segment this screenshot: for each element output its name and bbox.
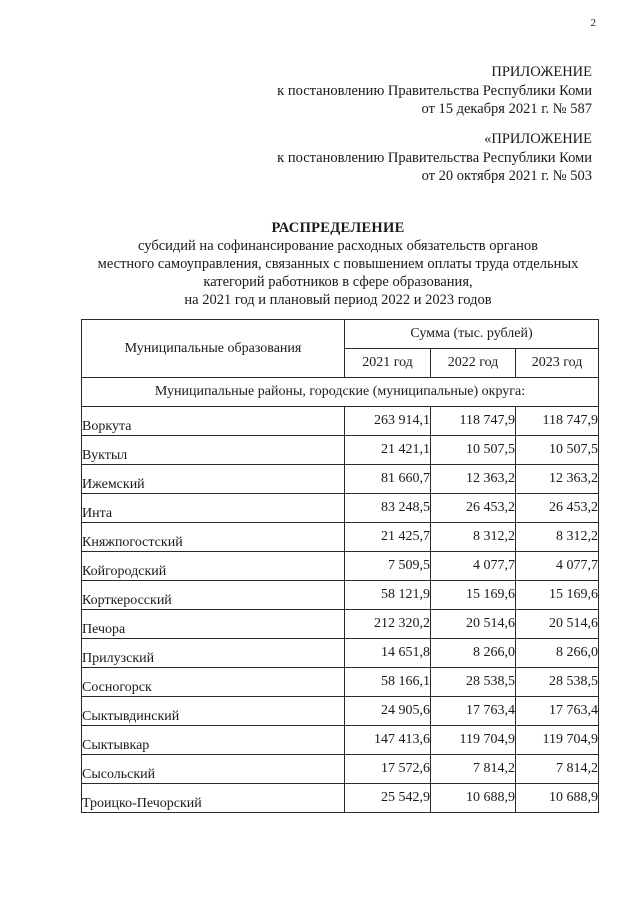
table-row xyxy=(82,523,599,552)
title-line: категорий работников в сфере образования, xyxy=(203,274,473,290)
table-row xyxy=(82,784,599,813)
municipality-name: Инта xyxy=(82,494,345,523)
column-header-year-2021: 2021 год xyxy=(345,349,431,378)
municipality-name: Корткеросский xyxy=(82,581,345,610)
amount-2023: 8 266,0 xyxy=(516,639,599,668)
amount-2023: 10 507,5 xyxy=(516,436,599,465)
appendix-decree-reference: к постановлению Правительства Республики Коми xyxy=(277,82,592,99)
table-row xyxy=(82,436,599,465)
amount-2023: 4 077,7 xyxy=(516,552,599,581)
document-title xyxy=(0,219,640,309)
appendix-label: ПРИЛОЖЕНИЕ xyxy=(491,64,592,80)
amount-2022: 118 747,9 xyxy=(431,407,516,436)
amount-2022: 8 266,0 xyxy=(431,639,516,668)
amount-2023: 8 312,2 xyxy=(516,523,599,552)
table-row xyxy=(82,639,599,668)
amount-2022: 12 363,2 xyxy=(431,465,516,494)
amount-2021: 24 905,6 xyxy=(345,697,431,726)
column-header-year-2022: 2022 год xyxy=(431,349,516,378)
appendix-decree-date: от 15 декабря 2021 г. № 587 xyxy=(421,101,592,117)
amount-2022: 15 169,6 xyxy=(431,581,516,610)
amount-2021: 21 421,1 xyxy=(345,436,431,465)
title-line: субсидий на софинансирование расходных обязательств органов xyxy=(138,238,538,254)
amount-2022: 20 514,6 xyxy=(431,610,516,639)
amount-2022: 28 538,5 xyxy=(431,668,516,697)
amount-2022: 119 704,9 xyxy=(431,726,516,755)
amount-2023: 7 814,2 xyxy=(516,755,599,784)
amount-2021: 83 248,5 xyxy=(345,494,431,523)
table-row xyxy=(82,610,599,639)
amount-2021: 58 121,9 xyxy=(345,581,431,610)
title-line: на 2021 год и плановый период 2022 и 2023 годов xyxy=(184,292,492,308)
table-row xyxy=(82,552,599,581)
table-row xyxy=(82,494,599,523)
column-header-year-2023: 2023 год xyxy=(516,349,599,378)
amount-2022: 7 814,2 xyxy=(431,755,516,784)
appendix-header-amended xyxy=(0,130,592,186)
amount-2021: 58 166,1 xyxy=(345,668,431,697)
municipality-name: Койгородский xyxy=(82,552,345,581)
municipality-name: Печора xyxy=(82,610,345,639)
amount-2023: 119 704,9 xyxy=(516,726,599,755)
table-row xyxy=(82,755,599,784)
amount-2023: 118 747,9 xyxy=(516,407,599,436)
municipality-name: Ижемский xyxy=(82,465,345,494)
municipality-name: Княжпогостский xyxy=(82,523,345,552)
amount-2021: 81 660,7 xyxy=(345,465,431,494)
municipality-name: Сыктывкар xyxy=(82,726,345,755)
municipality-name: Сыктывдинский xyxy=(82,697,345,726)
amount-2023: 12 363,2 xyxy=(516,465,599,494)
municipality-name: Прилузский xyxy=(82,639,345,668)
table-section-row xyxy=(82,378,599,407)
table-row xyxy=(82,697,599,726)
table-row xyxy=(82,726,599,755)
amount-2023: 26 453,2 xyxy=(516,494,599,523)
amount-2023: 15 169,6 xyxy=(516,581,599,610)
amount-2022: 10 688,9 xyxy=(431,784,516,813)
column-header-municipality: Муниципальные образования xyxy=(82,320,345,378)
table-row xyxy=(82,465,599,494)
amount-2021: 17 572,6 xyxy=(345,755,431,784)
amount-2021: 212 320,2 xyxy=(345,610,431,639)
amount-2022: 10 507,5 xyxy=(431,436,516,465)
municipality-name: Сысольский xyxy=(82,755,345,784)
amount-2023: 20 514,6 xyxy=(516,610,599,639)
amount-2022: 4 077,7 xyxy=(431,552,516,581)
amount-2021: 21 425,7 xyxy=(345,523,431,552)
amount-2021: 7 509,5 xyxy=(345,552,431,581)
municipality-name: Вуктыл xyxy=(82,436,345,465)
table-header-row xyxy=(82,320,599,349)
appendix-label: «ПРИЛОЖЕНИЕ xyxy=(484,131,592,147)
amount-2023: 28 538,5 xyxy=(516,668,599,697)
section-label: Муниципальные районы, городские (муниципальные) округа: xyxy=(82,378,599,407)
amount-2021: 263 914,1 xyxy=(345,407,431,436)
amount-2022: 17 763,4 xyxy=(431,697,516,726)
appendix-decree-date: от 20 октября 2021 г. № 503 xyxy=(421,168,592,184)
subsidy-distribution-table xyxy=(81,319,599,813)
amount-2023: 10 688,9 xyxy=(516,784,599,813)
municipality-name: Воркута xyxy=(82,407,345,436)
municipality-name: Сосногорск xyxy=(82,668,345,697)
title-line: местного самоуправления, связанных с повышением оплаты труда отдельных xyxy=(97,256,579,272)
appendix-decree-reference: к постановлению Правительства Республики Коми xyxy=(277,149,592,166)
table-row xyxy=(82,407,599,436)
amount-2021: 147 413,6 xyxy=(345,726,431,755)
municipality-name: Троицко-Печорский xyxy=(82,784,345,813)
amount-2022: 26 453,2 xyxy=(431,494,516,523)
amount-2021: 14 651,8 xyxy=(345,639,431,668)
appendix-header-current xyxy=(0,63,592,119)
amount-2023: 17 763,4 xyxy=(516,697,599,726)
column-header-sum: Сумма (тыс. рублей) xyxy=(345,320,599,349)
document-heading: РАСПРЕДЕЛЕНИЕ xyxy=(271,220,405,236)
amount-2021: 25 542,9 xyxy=(345,784,431,813)
amount-2022: 8 312,2 xyxy=(431,523,516,552)
table-row xyxy=(82,581,599,610)
table-row xyxy=(82,668,599,697)
page-number: 2 xyxy=(590,17,596,29)
